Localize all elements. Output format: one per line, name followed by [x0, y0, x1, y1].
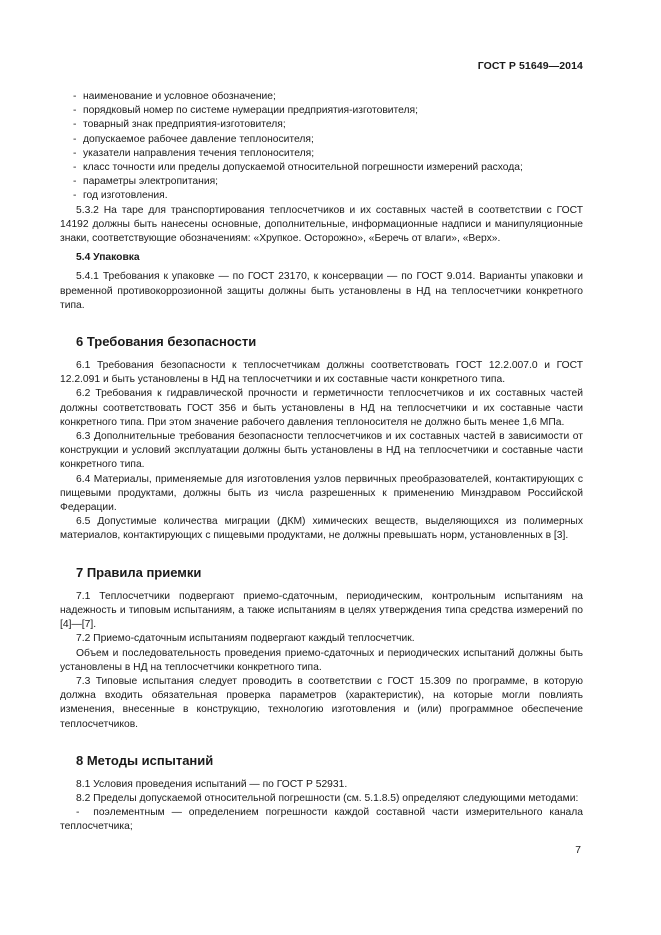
section-heading-7: 7 Правила приемки [76, 564, 202, 580]
paragraph-8-1: 8.1 Условия проведения испытаний — по ГОСТ Р 52931. [76, 778, 348, 790]
methods-list [60, 806, 583, 834]
list-item: - допускаемое рабочее давление теплоносителя; [60, 133, 583, 147]
paragraph-6-1: 6.1 Требования безопасности к теплосчетчикам должны соответствовать ГОСТ 12.2.007.0 и ГОСТ 12.2.091 и быть установлены в НД на теплосчетчики и их составные части конкретного типа. [60, 360, 583, 386]
paragraph-7-1: 7.1 Теплосчетчики подвергают приемо-сдаточным, периодическим, контрольным испытаниям на надежность и типовым испытаниям, а также испытаниям в целях утверждения типа средства измерений по [4]—[7]. [60, 590, 583, 631]
paragraph-6-5: 6.5 Допустимые количества миграции (ДКМ) химических веществ, выделяющихся из полимерных материалов, контактирующих с пищевыми продуктами, не должны превышать норм, установленных в [3]. [60, 516, 583, 542]
section-heading-5-4: 5.4 Упаковка [76, 252, 140, 264]
list-item: - порядковый номер по системе нумерации предприятия-изготовителя; [60, 104, 583, 118]
paragraph-5-4-1: 5.4.1 Требования к упаковке — по ГОСТ 23170, к консервации — по ГОСТ 9.014. Варианты упаковки и временной противокоррозионной защиты должны быть установлены в НД на теплосчетчики конкретного типа. [60, 271, 583, 311]
document-body [60, 90, 583, 835]
paragraph-5-3-2: 5.3.2 На таре для транспортирования теплосчетчиков и их составных частей в соответствии с ГОСТ 14192 должны быть нанесены основные, дополнительные, информационные надписи и манипуляционные знаки, соответствующие обозначениям: «Хрупкое. Осторожно», «Беречь от влаги», «Верх». [60, 204, 583, 245]
list-item: - поэлементным — определением погрешности каждой составной части измерительного канала теплосчетчика; [60, 807, 583, 833]
list-item: - параметры электропитания; [60, 175, 583, 189]
list-item: - указатели направления течения теплоносителя; [60, 147, 583, 161]
list-item: - товарный знак предприятия-изготовителя; [60, 118, 583, 132]
list-item: - год изготовления. [60, 189, 583, 203]
marking-list [60, 90, 583, 204]
paragraph-7-3: 7.3 Типовые испытания следует проводить в соответствии с ГОСТ 15.309 по программе, в которую должна входить обязательная проверка параметров (характеристик), на которые могли повлиять изменения, внесенные в конструкцию, технологию изготовления и (или) программное обеспечение теплосчетчиков. [60, 675, 583, 730]
section-heading-8: 8 Методы испытаний [76, 752, 214, 768]
paragraph-6-3: 6.3 Дополнительные требования безопасности теплосчетчиков и их составных частей в зависимости от конструкции и условий эксплуатации должны быть установлены в НД на теплосчетчики и составные части конкретного типа. [60, 431, 583, 471]
paragraph-6-4: 6.4 Материалы, применяемые для изготовления узлов первичных преобразователей, контактирующих с пищевыми продуктами, должны быть из числа разрешенных к применению Минздравом Российской Федерации. [60, 473, 583, 514]
paragraph-7-2: 7.2 Приемо-сдаточным испытаниям подвергают каждый теплосчетчик. [76, 633, 415, 645]
paragraph-8-2: 8.2 Пределы допускаемой относительной погрешности (см. 5.1.8.5) определяют следующими методами: [76, 792, 579, 804]
paragraph-7-2b: Объем и последовательность проведения приемо-сдаточных и периодических испытаний должны быть установлены в НД на теплосчетчики конкретного типа. [60, 647, 583, 673]
section-heading-6: 6 Требования безопасности [76, 334, 257, 350]
paragraph-6-2: 6.2 Требования к гидравлической прочности и герметичности теплосчетчиков и их составных частей должны соответствовать ГОСТ 356 и быть установлены в НД на теплосчетчики и их составные части конкретного типа. При этом значение рабочего давления теплоносителя не должно быть менее 1,6 МПа. [60, 388, 583, 428]
document-header: ГОСТ Р 51649—2014 [477, 60, 583, 72]
list-item: - наименование и условное обозначение; [60, 90, 583, 104]
list-item: - класс точности или пределы допускаемой относительной погрешности измерений расхода; [60, 161, 583, 175]
page-number: 7 [575, 845, 581, 856]
